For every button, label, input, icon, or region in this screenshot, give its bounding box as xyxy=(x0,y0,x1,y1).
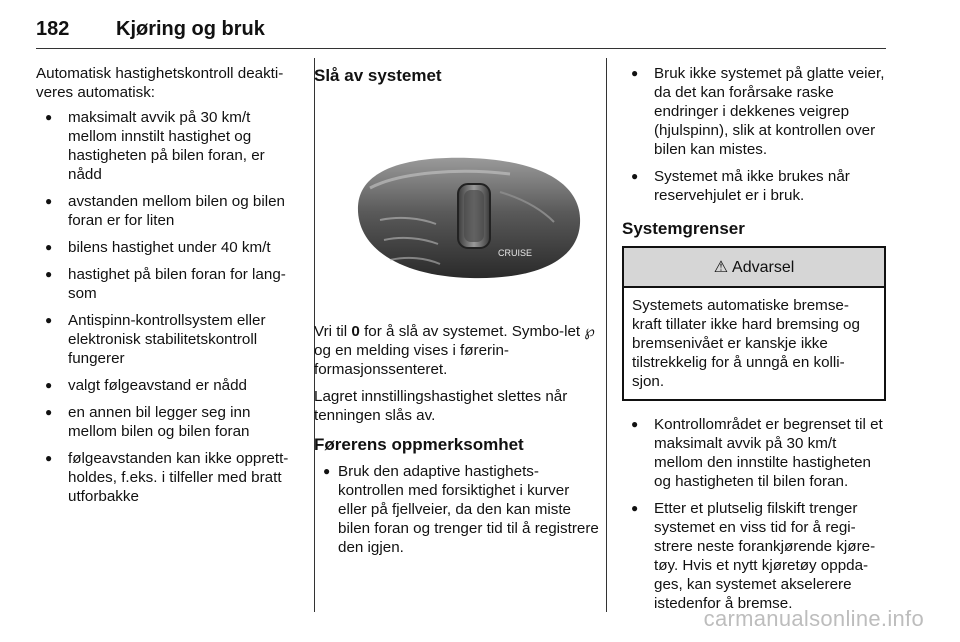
section-heading-turn-off: Slå av systemet xyxy=(314,66,442,85)
watermark: carmanualsonline.info xyxy=(703,606,924,631)
attention-list xyxy=(314,462,600,557)
warning-header xyxy=(624,248,884,288)
column-2-heading xyxy=(314,64,600,85)
list-item: ● maksimalt avvik på 30 km/t mellom innstilt hastighet og hastigheten på bilen foran, er nådd xyxy=(36,108,300,184)
column-1 xyxy=(36,64,300,514)
intro-text: Automatisk hastighetskontroll deakti-veres automatisk: xyxy=(36,65,284,101)
page-number: 182 xyxy=(36,18,70,40)
position-zero: 0 xyxy=(351,323,360,340)
list-item: ● hastighet på bilen foran for lang-som xyxy=(36,265,300,303)
page-title: Kjøring og bruk xyxy=(116,18,265,40)
figure-label-cruise: CRUISE xyxy=(498,248,533,258)
list-item: ● Systemet må ikke brukes når reservehjulet er i bruk. xyxy=(622,167,886,205)
cruise-symbol-icon: ℘ xyxy=(584,323,595,340)
column-3 xyxy=(622,64,886,621)
list-item: ● Antispinn-kontrollsystem eller elektronisk stabilitetskontroll fungerer xyxy=(36,311,300,368)
stored-speed-note: Lagret innstillingshastighet slettes når tenningen slås av. xyxy=(314,388,568,424)
cruise-control-stalk-figure xyxy=(340,128,590,298)
header-rule xyxy=(36,48,886,49)
list-item: ● Kontrollområdet er begrenset til et maksimalt avvik på 30 km/t mellom den innstilte hastigheten og hastigheten til bilen foran. xyxy=(622,415,886,491)
limits-list xyxy=(622,415,886,613)
usage-list xyxy=(622,64,886,205)
deactivation-list xyxy=(36,108,300,506)
list-item: ● avstanden mellom bilen og bilen foran er for liten xyxy=(36,192,300,230)
warning-body: Systemets automatiske bremse-kraft tillater ikke hard bremsing og bremsenivået er kanskje ikke tilstrekkelig for å unngå en kolli-sjon. xyxy=(632,297,860,390)
warning-triangle-icon: ⚠ xyxy=(713,258,729,276)
list-item: ● Bruk den adaptive hastighets-kontrollen med forsiktighet i kurver eller på fjellveier, da den kan miste bilen foran og trenger tid til å registrere den igjen. xyxy=(314,462,600,557)
list-item: ● følgeavstanden kan ikke opprett-holdes, f.eks. i tilfeller med bratt utforbakke xyxy=(36,449,300,506)
section-heading-driver-attention: Førerens oppmerksomhet xyxy=(314,435,524,454)
section-heading-system-limits: Systemgrenser xyxy=(622,219,745,238)
column-divider-2 xyxy=(606,58,607,612)
list-item: ● Etter et plutselig filskift trenger systemet en viss tid for å regi-strere neste forankjørende kjøre-tøy. Hvis et nytt kjøretøy oppda-ges, kan systemet akselerere istedenfor å bremse. xyxy=(622,499,886,613)
column-2-text xyxy=(314,322,600,565)
list-item: ● en annen bil legger seg inn mellom bilen og bilen foran xyxy=(36,403,300,441)
list-item: ● valgt følgeavstand er nådd xyxy=(36,376,300,395)
list-item: ● bilens hastighet under 40 km/t xyxy=(36,238,300,257)
list-item: ● Bruk ikke systemet på glatte veier, da det kan forårsake raske endringer i dekkenes veigrep (hjulspinn), slik at kontrollen over bilen kan mistes. xyxy=(622,64,886,159)
turn-off-instructions: Vri til 0 for å slå av systemet. Symbo-let ℘ og en melding vises i førerin-formasjonssenteret. xyxy=(314,323,595,378)
warning-box xyxy=(622,246,886,401)
warning-title: Advarsel xyxy=(732,258,795,276)
